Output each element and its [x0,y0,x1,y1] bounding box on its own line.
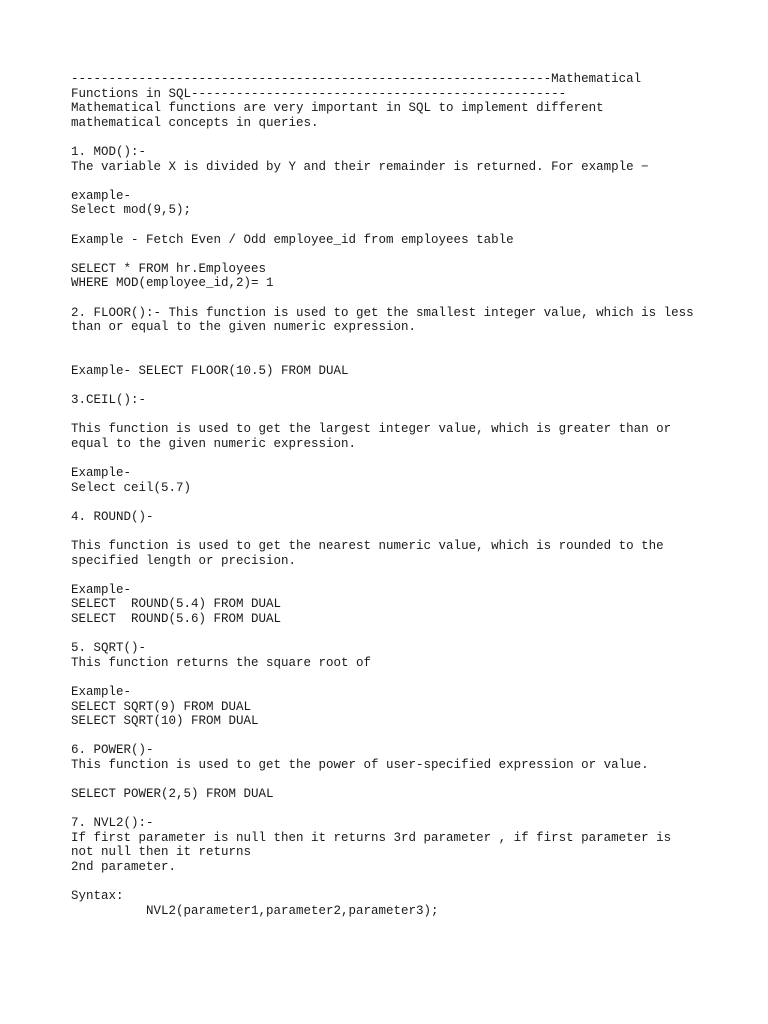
section-heading-ceil: 3.CEIL():- [71,393,147,408]
text-line: example- [71,188,132,203]
text-line: This function is used to get the power of user-specified expression or value. [71,757,649,772]
code-line: SELECT ROUND(5.4) FROM DUAL [71,597,282,612]
code-line: SELECT ROUND(5.6) FROM DUAL [71,611,282,626]
text-line: ----------------------------------------------------------------Mathematical [71,72,642,86]
code-line: Example- SELECT FLOOR(10.5) FROM DUAL [71,363,349,378]
section-heading-mod: 1. MOD():- [71,144,147,159]
text-line: The variable X is divided by Y and their remainder is returned. For example − [71,159,649,174]
section-heading-nvl2: 7. NVL2():- [71,816,154,831]
section-heading-round: 4. ROUND()- [71,509,154,524]
section-heading-power: 6. POWER()- [71,743,154,758]
text-line: Mathematical functions are very important in SQL to implement different [71,101,604,116]
text-line: specified length or precision. [71,553,297,568]
text-line: Syntax: [71,889,124,904]
text-line: Example - Fetch Even / Odd employee_id from employees table [71,232,514,247]
code-line: WHERE MOD(employee_id,2)= 1 [71,276,274,291]
code-line: SELECT POWER(2,5) FROM DUAL [71,787,274,802]
text-line: This function returns the square root of [71,655,372,670]
text-line: than or equal to the given numeric expression. [71,320,417,335]
text-line: If first parameter is null then it returns 3rd parameter , if first parameter is [71,830,672,845]
code-line: Select ceil(5.7) [71,480,192,495]
code-line: SELECT SQRT(10) FROM DUAL [71,714,259,729]
text-line: Functions in SQL-------------------------------------------------- [71,86,567,101]
text-line: 2nd parameter. [71,860,177,875]
code-line: SELECT * FROM hr.Employees [71,261,267,276]
code-line: NVL2(parameter1,parameter2,parameter3); [71,903,439,918]
code-line: SELECT SQRT(9) FROM DUAL [71,699,252,714]
text-line: Example- [71,684,132,699]
text-line: Example- [71,582,132,597]
section-heading-floor: 2. FLOOR():- This function is used to get the smallest integer value, which is less [71,305,694,320]
text-line: This function is used to get the nearest numeric value, which is rounded to the [71,539,664,553]
text-line: equal to the given numeric expression. [71,436,357,451]
text-line: not null then it returns [71,845,252,860]
text-line: mathematical concepts in queries. [71,115,319,130]
code-line: Select mod(9,5); [71,203,192,218]
text-line: Example- [71,466,132,481]
document-page [71,72,711,918]
text-line: This function is used to get the largest integer value, which is greater than or [71,422,672,437]
document-text [71,72,711,918]
section-heading-sqrt: 5. SQRT()- [71,641,147,656]
